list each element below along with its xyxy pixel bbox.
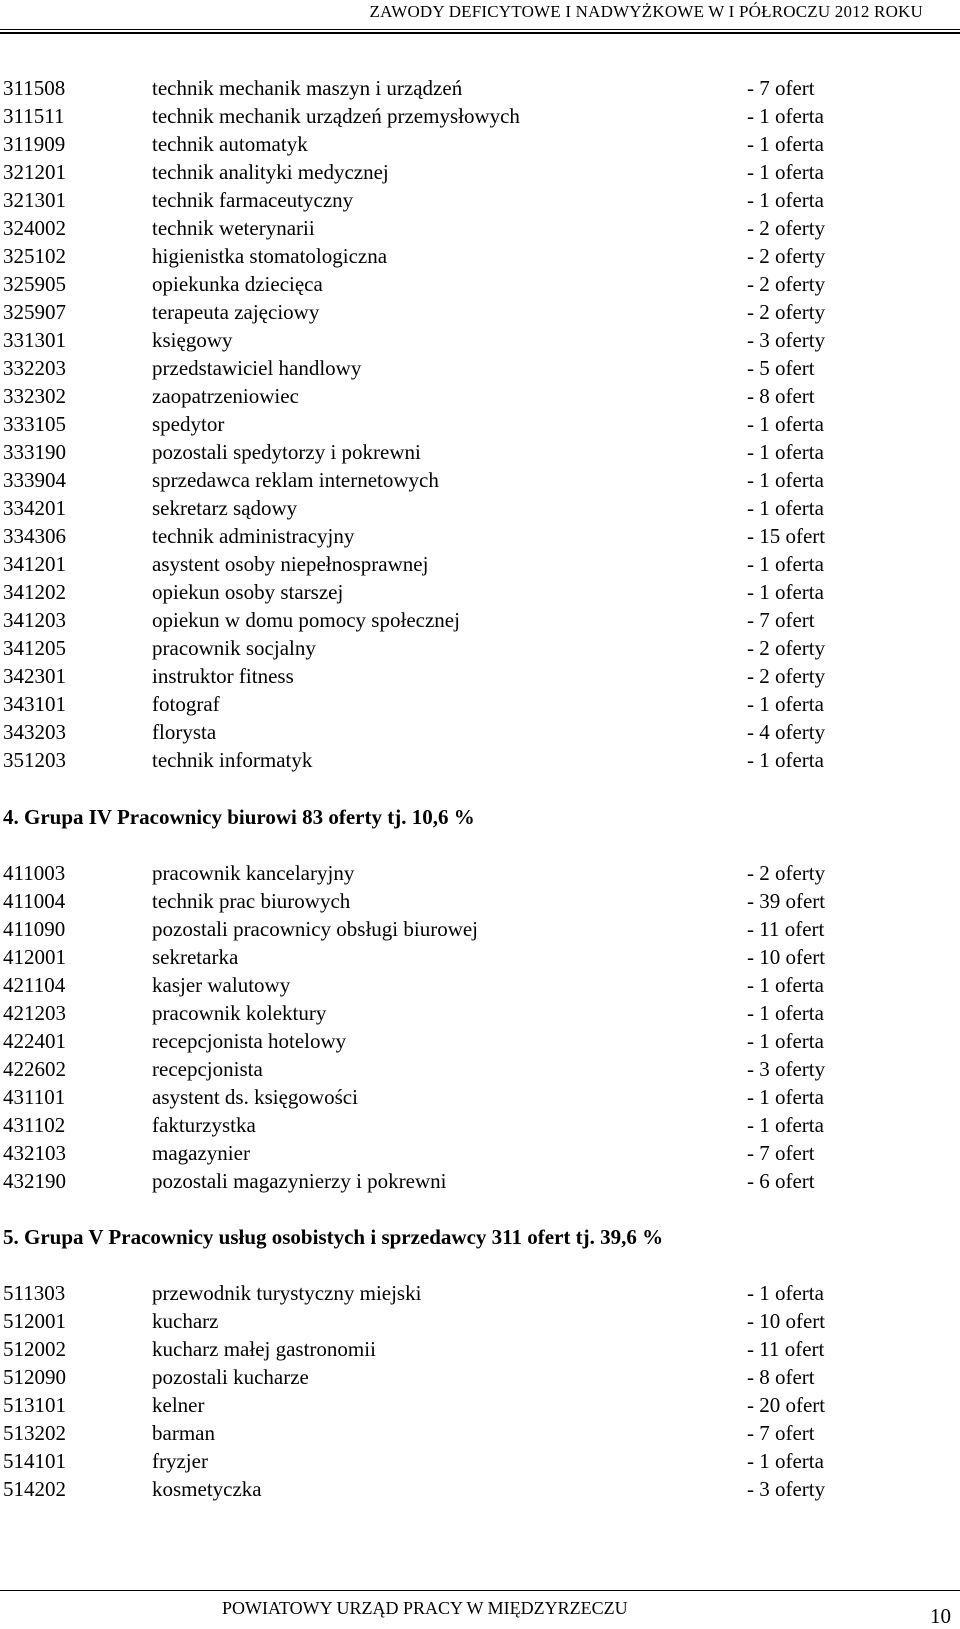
offer-count: - 1 oferta — [747, 412, 824, 436]
occupation-code: 411090 — [3, 917, 66, 941]
offer-count: - 1 oferta — [747, 1029, 824, 1053]
occupation-code: 431102 — [3, 1113, 66, 1137]
offer-count: - 2 oferty — [747, 244, 826, 268]
occupation-code: 334201 — [3, 496, 66, 520]
occupation-name: spedytor — [152, 412, 225, 436]
occupation-code: 511303 — [3, 1281, 66, 1305]
occupation-name: technik automatyk — [152, 132, 308, 156]
offer-count: - 1 oferta — [747, 468, 824, 492]
occupation-code: 514202 — [3, 1477, 66, 1501]
occupation-name: technik prac biurowych — [152, 889, 351, 913]
offer-count: - 1 oferta — [747, 973, 824, 997]
occupation-name: technik mechanik urządzeń przemysłowych — [152, 104, 520, 128]
occupation-code: 333190 — [3, 440, 66, 464]
occupation-code: 333904 — [3, 468, 66, 492]
occupation-name: pracownik kolektury — [152, 1001, 327, 1025]
occupation-row — [0, 746, 960, 774]
occupation-name: kucharz — [152, 1309, 219, 1333]
offer-count: - 1 oferta — [747, 1001, 824, 1025]
offer-count: - 8 ofert — [747, 384, 815, 408]
occupation-row — [0, 186, 960, 214]
occupation-list-group-3 — [0, 74, 960, 774]
occupation-row — [0, 1167, 960, 1195]
occupation-code: 411003 — [3, 861, 66, 885]
occupation-row — [0, 354, 960, 382]
offer-count: - 7 ofert — [747, 1421, 815, 1445]
offer-count: - 1 oferta — [747, 1085, 824, 1109]
occupation-row — [0, 550, 960, 578]
offer-count: - 39 ofert — [747, 889, 826, 913]
occupation-name: technik farmaceutyczny — [152, 188, 354, 212]
offer-count: - 5 ofert — [747, 356, 815, 380]
occupation-code: 341205 — [3, 636, 66, 660]
occupation-name: instruktor fitness — [152, 664, 294, 688]
occupation-name: recepcjonista hotelowy — [152, 1029, 347, 1053]
occupation-code: 324002 — [3, 216, 66, 240]
occupation-name: pracownik kancelaryjny — [152, 861, 355, 885]
occupation-list-group-4 — [0, 859, 960, 1195]
occupation-code: 351203 — [3, 748, 66, 772]
offer-count: - 7 ofert — [747, 76, 815, 100]
occupation-row — [0, 943, 960, 971]
offer-count: - 10 ofert — [747, 1309, 826, 1333]
occupation-name: przedstawiciel handlowy — [152, 356, 362, 380]
occupation-name: pracownik socjalny — [152, 636, 316, 660]
occupation-name: technik analityki medycznej — [152, 160, 389, 184]
occupation-name: pozostali pracownicy obsługi biurowej — [152, 917, 479, 941]
offer-count: - 8 ofert — [747, 1365, 815, 1389]
occupation-code: 411004 — [3, 889, 66, 913]
occupation-row — [0, 1111, 960, 1139]
occupation-name: przewodnik turystyczny miejski — [152, 1281, 422, 1305]
occupation-code: 321301 — [3, 188, 66, 212]
offer-count: - 4 oferty — [747, 720, 826, 744]
occupation-row — [0, 214, 960, 242]
occupation-code: 334306 — [3, 524, 66, 548]
occupation-row — [0, 859, 960, 887]
occupation-code: 431101 — [3, 1085, 66, 1109]
occupation-row — [0, 578, 960, 606]
occupation-name: terapeuta zajęciowy — [152, 300, 320, 324]
offer-count: - 15 ofert — [747, 524, 826, 548]
offer-count: - 20 ofert — [747, 1393, 826, 1417]
occupation-row — [0, 1139, 960, 1167]
occupation-row — [0, 242, 960, 270]
occupation-row — [0, 1027, 960, 1055]
occupation-code: 341202 — [3, 580, 66, 604]
occupation-name: opiekun w domu pomocy społecznej — [152, 608, 460, 632]
offer-count: - 2 oferty — [747, 216, 826, 240]
occupation-row — [0, 999, 960, 1027]
occupation-code: 421203 — [3, 1001, 66, 1025]
occupation-row — [0, 1279, 960, 1307]
occupation-name: florysta — [152, 720, 217, 744]
offer-count: - 1 oferta — [747, 1113, 824, 1137]
occupation-code: 332302 — [3, 384, 66, 408]
offer-count: - 2 oferty — [747, 272, 826, 296]
occupation-row — [0, 634, 960, 662]
offer-count: - 1 oferta — [747, 188, 824, 212]
occupation-row — [0, 662, 960, 690]
occupation-name: technik administracyjny — [152, 524, 355, 548]
offer-count: - 2 oferty — [747, 861, 826, 885]
occupation-row — [0, 130, 960, 158]
occupation-code: 331301 — [3, 328, 66, 352]
occupation-code: 343203 — [3, 720, 66, 744]
occupation-row — [0, 1307, 960, 1335]
offer-count: - 3 oferty — [747, 328, 826, 352]
header-rule-thick — [0, 32, 960, 34]
occupation-name: technik weterynarii — [152, 216, 315, 240]
occupation-row — [0, 494, 960, 522]
occupation-row — [0, 606, 960, 634]
occupation-code: 432103 — [3, 1141, 66, 1165]
occupation-row — [0, 74, 960, 102]
occupation-row — [0, 298, 960, 326]
occupation-name: fryzjer — [152, 1449, 208, 1473]
offer-count: - 3 oferty — [747, 1477, 826, 1501]
occupation-row — [0, 158, 960, 186]
occupation-row — [0, 915, 960, 943]
occupation-name: asystent osoby niepełnosprawnej — [152, 552, 429, 576]
occupation-code: 513101 — [3, 1393, 66, 1417]
offer-count: - 11 ofert — [747, 917, 825, 941]
occupation-code: 514101 — [3, 1449, 66, 1473]
occupation-name: technik mechanik maszyn i urządzeń — [152, 76, 463, 100]
offer-count: - 7 ofert — [747, 608, 815, 632]
occupation-name: sprzedawca reklam internetowych — [152, 468, 439, 492]
offer-count: - 1 oferta — [747, 580, 824, 604]
offer-count: - 1 oferta — [747, 1449, 824, 1473]
occupation-code: 341203 — [3, 608, 66, 632]
occupation-row — [0, 326, 960, 354]
occupation-row — [0, 438, 960, 466]
offer-count: - 1 oferta — [747, 1281, 824, 1305]
occupation-code: 321201 — [3, 160, 66, 184]
occupation-name: fakturzystka — [152, 1113, 256, 1137]
occupation-name: technik informatyk — [152, 748, 313, 772]
occupation-code: 422401 — [3, 1029, 66, 1053]
offer-count: - 11 ofert — [747, 1337, 825, 1361]
footer-rule — [0, 1590, 960, 1591]
occupation-row — [0, 466, 960, 494]
occupation-name: kosmetyczka — [152, 1477, 262, 1501]
occupation-name: kasjer walutowy — [152, 973, 291, 997]
occupation-row — [0, 382, 960, 410]
occupation-row — [0, 1083, 960, 1111]
occupation-row — [0, 690, 960, 718]
occupation-row — [0, 1335, 960, 1363]
occupation-row — [0, 887, 960, 915]
offer-count: - 1 oferta — [747, 160, 824, 184]
offer-count: - 10 ofert — [747, 945, 826, 969]
document-title: ZAWODY DEFICYTOWE I NADWYŻKOWE W I PÓŁROCZU 2012 ROKU — [369, 2, 923, 21]
occupation-row — [0, 1055, 960, 1083]
offer-count: - 2 oferty — [747, 664, 826, 688]
occupation-code: 412001 — [3, 945, 66, 969]
occupation-code: 512002 — [3, 1337, 66, 1361]
occupation-code: 422602 — [3, 1057, 66, 1081]
occupation-row — [0, 102, 960, 130]
occupation-code: 325907 — [3, 300, 66, 324]
occupation-row — [0, 971, 960, 999]
offer-count: - 6 ofert — [747, 1169, 815, 1193]
offer-count: - 2 oferty — [747, 300, 826, 324]
offer-count: - 3 oferty — [747, 1057, 826, 1081]
occupation-code: 513202 — [3, 1421, 66, 1445]
occupation-row — [0, 522, 960, 550]
occupation-code: 332203 — [3, 356, 66, 380]
group-4-title: 4. Grupa IV Pracownicy biurowi 83 oferty tj. 10,6 % — [3, 805, 475, 829]
occupation-name: opiekun osoby starszej — [152, 580, 344, 604]
occupation-name: pozostali kucharze — [152, 1365, 309, 1389]
occupation-code: 432190 — [3, 1169, 66, 1193]
page-header — [0, 0, 960, 32]
occupation-name: opiekunka dziecięca — [152, 272, 323, 296]
occupation-name: zaopatrzeniowiec — [152, 384, 299, 408]
occupation-name: asystent ds. księgowości — [152, 1085, 358, 1109]
occupation-code: 311909 — [3, 132, 66, 156]
occupation-name: kelner — [152, 1393, 205, 1417]
occupation-row — [0, 1391, 960, 1419]
offer-count: - 7 ofert — [747, 1141, 815, 1165]
occupation-row — [0, 410, 960, 438]
page-number: 10 — [930, 1604, 951, 1628]
occupation-code: 333105 — [3, 412, 66, 436]
occupation-code: 341201 — [3, 552, 66, 576]
occupation-name: sekretarz sądowy — [152, 496, 298, 520]
offer-count: - 2 oferty — [747, 636, 826, 660]
group-5-title: 5. Grupa V Pracownicy usług osobistych i sprzedawcy 311 ofert tj. 39,6 % — [3, 1225, 664, 1249]
offer-count: - 1 oferta — [747, 748, 824, 772]
header-rule — [0, 29, 960, 30]
offer-count: - 1 oferta — [747, 552, 824, 576]
offer-count: - 1 oferta — [747, 692, 824, 716]
occupation-name: barman — [152, 1421, 215, 1445]
occupation-code: 512090 — [3, 1365, 66, 1389]
offer-count: - 1 oferta — [747, 104, 824, 128]
office-name: POWIATOWY URZĄD PRACY W MIĘDZYRZECZU — [222, 1598, 628, 1618]
offer-count: - 1 oferta — [747, 132, 824, 156]
occupation-code: 325905 — [3, 272, 66, 296]
occupation-code: 512001 — [3, 1309, 66, 1333]
occupation-name: sekretarka — [152, 945, 239, 969]
occupation-list-group-5 — [0, 1279, 960, 1503]
occupation-row — [0, 1419, 960, 1447]
occupation-name: pozostali magazynierzy i pokrewni — [152, 1169, 447, 1193]
occupation-code: 342301 — [3, 664, 66, 688]
occupation-row — [0, 1447, 960, 1475]
occupation-row — [0, 718, 960, 746]
occupation-name: księgowy — [152, 328, 233, 352]
occupation-row — [0, 1363, 960, 1391]
occupation-name: kucharz małej gastronomii — [152, 1337, 376, 1361]
occupation-row — [0, 270, 960, 298]
occupation-name: higienistka stomatologiczna — [152, 244, 388, 268]
occupation-name: fotograf — [152, 692, 220, 716]
occupation-code: 311508 — [3, 76, 66, 100]
occupation-code: 311511 — [3, 104, 65, 128]
page-footer — [0, 1590, 960, 1628]
occupation-name: recepcjonista — [152, 1057, 263, 1081]
occupation-code: 325102 — [3, 244, 66, 268]
offer-count: - 1 oferta — [747, 496, 824, 520]
occupation-row — [0, 1475, 960, 1503]
occupation-code: 421104 — [3, 973, 66, 997]
offer-count: - 1 oferta — [747, 440, 824, 464]
occupation-name: magazynier — [152, 1141, 250, 1165]
occupation-name: pozostali spedytorzy i pokrewni — [152, 440, 421, 464]
occupation-code: 343101 — [3, 692, 66, 716]
